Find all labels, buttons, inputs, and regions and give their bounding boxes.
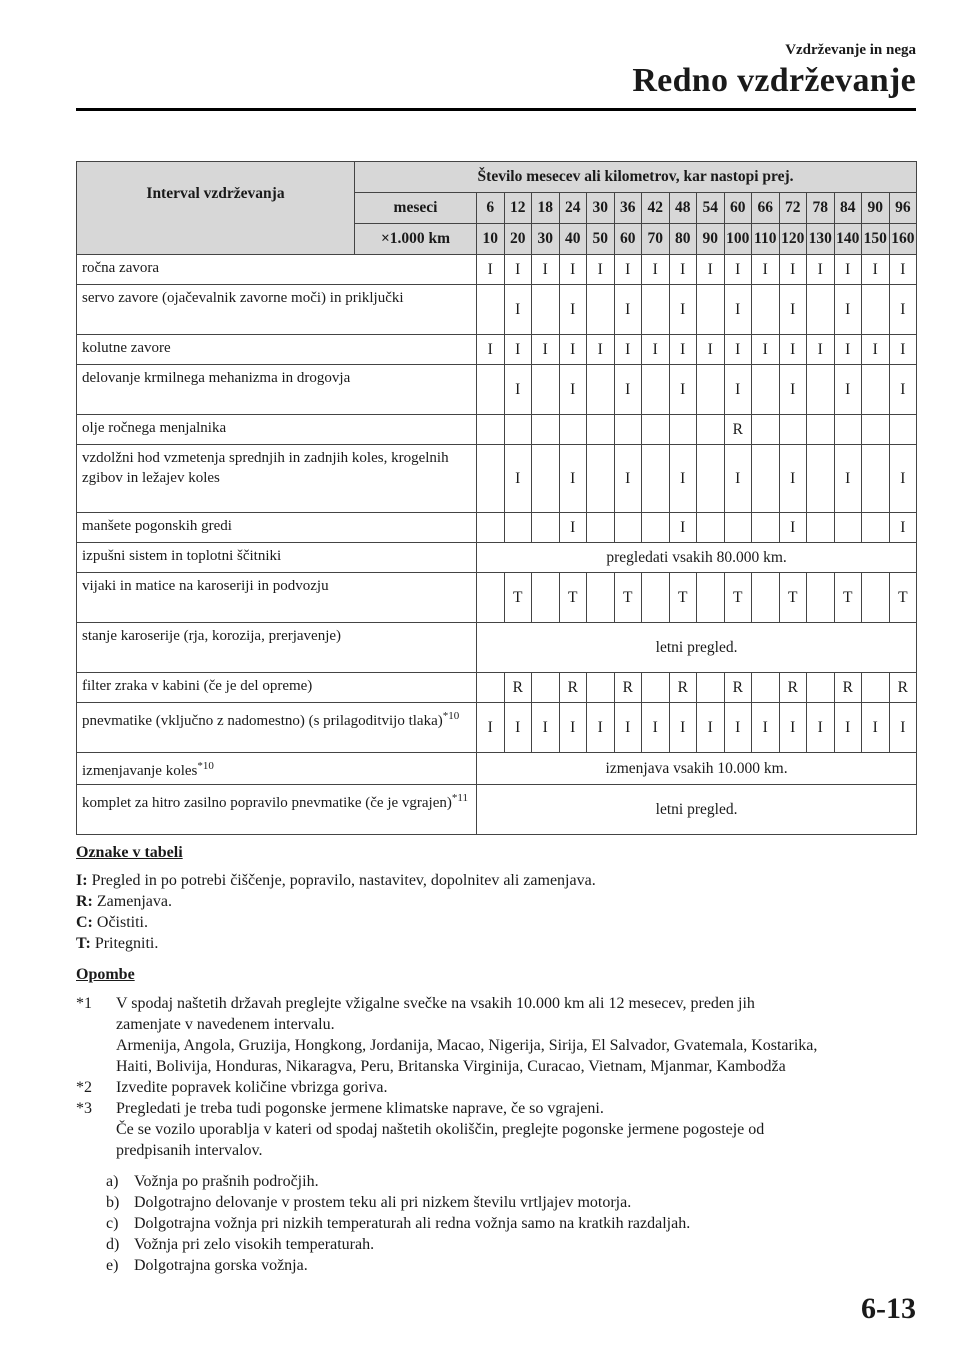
legend-text: Pritegniti. [90, 935, 159, 952]
interval-cell: I [752, 703, 780, 753]
note-1-continuation: zamenjate v navedenem intervalu. [116, 1016, 335, 1033]
footnote-ref: *10 [442, 710, 460, 722]
interval-cell [862, 365, 890, 415]
table-row [77, 415, 917, 445]
interval-cell [807, 415, 835, 445]
row-item-label: ročna zavora [82, 260, 160, 276]
interval-cell: I [614, 703, 642, 753]
interval-cell: I [779, 513, 807, 543]
interval-cell [587, 445, 615, 513]
interval-cell [642, 573, 670, 623]
interval-cell: T [834, 573, 862, 623]
interval-cell [587, 285, 615, 335]
interval-cell: I [669, 513, 697, 543]
interval-cell: I [889, 445, 917, 513]
interval-cell: I [477, 703, 505, 753]
table-row [77, 573, 917, 623]
table-row [77, 445, 917, 513]
row-item-cell [77, 365, 477, 415]
interval-cell: R [889, 673, 917, 703]
interval-cell [477, 285, 505, 335]
table-row [77, 623, 917, 673]
interval-cell: I [724, 703, 752, 753]
interval-cell: T [779, 573, 807, 623]
interval-cell [504, 415, 532, 445]
row-item-cell [77, 623, 477, 673]
km-header: 70 [642, 224, 670, 255]
month-header: 90 [862, 193, 890, 224]
interval-cell: I [834, 703, 862, 753]
legend-item [76, 891, 916, 912]
condition-letter: d) [106, 1236, 120, 1253]
interval-cell: I [559, 335, 587, 365]
interval-cell [862, 573, 890, 623]
km-header: 100 [724, 224, 752, 255]
interval-cell: I [532, 335, 560, 365]
km-header: 140 [834, 224, 862, 255]
header-rule [76, 108, 916, 111]
interval-cell: I [504, 703, 532, 753]
interval-cell: I [532, 703, 560, 753]
interval-cell: I [669, 255, 697, 285]
interval-cell: I [504, 255, 532, 285]
month-header: 48 [669, 193, 697, 224]
interval-cell: I [614, 335, 642, 365]
interval-cell: T [669, 573, 697, 623]
maintenance-table [76, 161, 917, 835]
interval-cell [532, 415, 560, 445]
interval-cell: I [559, 513, 587, 543]
interval-cell [807, 673, 835, 703]
row-item-label: delovanje krmilnega mehanizma in drogovja [82, 370, 351, 386]
month-header: 18 [532, 193, 560, 224]
km-header: 160 [889, 224, 917, 255]
footnote-ref: *10 [197, 760, 214, 772]
interval-cell [477, 573, 505, 623]
month-header: 24 [559, 193, 587, 224]
row-item-label: stanje karoserije (rja, korozija, prerjavenje) [82, 628, 342, 644]
note-1 [76, 993, 924, 1014]
condition-item [76, 1213, 924, 1234]
note-2-number: *2 [76, 1079, 92, 1096]
interval-cell: I [614, 255, 642, 285]
interval-cell [697, 573, 725, 623]
interval-cell [642, 673, 670, 703]
condition-item [76, 1255, 924, 1276]
interval-cell: I [504, 285, 532, 335]
interval-cell: R [559, 673, 587, 703]
month-header: 78 [807, 193, 835, 224]
months-label: meseci [355, 193, 477, 224]
interval-cell [862, 513, 890, 543]
interval-cell [697, 673, 725, 703]
legend-item [76, 912, 916, 933]
interval-cell [532, 513, 560, 543]
interval-cell [504, 513, 532, 543]
interval-cell: I [724, 335, 752, 365]
interval-cell: I [862, 255, 890, 285]
interval-cell [532, 285, 560, 335]
interval-cell [587, 365, 615, 415]
interval-cell [642, 285, 670, 335]
section-label: Vzdrževanje in nega [785, 42, 916, 58]
interval-cell: I [697, 255, 725, 285]
interval-cell: I [779, 285, 807, 335]
row-item-cell [77, 703, 477, 753]
interval-cell: T [614, 573, 642, 623]
interval-cell: T [889, 573, 917, 623]
month-header: 60 [724, 193, 752, 224]
note-3-number: *3 [76, 1100, 92, 1117]
interval-cell: I [477, 255, 505, 285]
interval-cell [752, 573, 780, 623]
note-1-text: V spodaj naštetih državah preglejte vžigalne svečke na vsakih 10.000 km ali 12 mesecev, preden jih [116, 995, 755, 1012]
legend-key: T: [76, 935, 91, 952]
interval-cell [559, 415, 587, 445]
notes-title: Opombe [76, 966, 135, 983]
condition-text: Dolgotrajna gorska vožnja. [134, 1257, 308, 1274]
condition-text: Vožnja po prašnih področjih. [134, 1173, 319, 1190]
interval-cell [752, 365, 780, 415]
interval-cell: I [724, 365, 752, 415]
interval-cell: I [724, 445, 752, 513]
interval-cell [532, 573, 560, 623]
interval-cell: I [834, 335, 862, 365]
month-header: 12 [504, 193, 532, 224]
row-item-label: pnevmatike (vključno z nadomestno) (s prilagoditvijo tlaka) [82, 713, 443, 729]
legend-section [76, 842, 916, 954]
interval-cell: I [642, 255, 670, 285]
row-item-label: filter zraka v kabini (če je del opreme) [82, 678, 313, 694]
row-item-label: servo zavore (ojačevalnik zavorne moči) in priključki [82, 290, 404, 306]
interval-cell: I [889, 703, 917, 753]
condition-item [76, 1192, 924, 1213]
table-row [77, 255, 917, 285]
interval-cell: I [587, 255, 615, 285]
table-body [77, 255, 917, 835]
footnote-ref: *11 [451, 792, 468, 804]
condition-letter: e) [106, 1257, 119, 1274]
note-1-countries-cont: Haiti, Bolivija, Honduras, Nikaragva, Peru, Britanska Virginija, Curacao, Vietnam, Mjanmar, Kambodža [116, 1058, 786, 1075]
interval-cell [752, 285, 780, 335]
interval-cell [587, 513, 615, 543]
km-header: 150 [862, 224, 890, 255]
legend-item [76, 870, 916, 891]
condition-letter: a) [106, 1173, 119, 1190]
interval-cell [477, 513, 505, 543]
interval-cell: I [614, 285, 642, 335]
interval-cell [779, 415, 807, 445]
interval-cell: R [614, 673, 642, 703]
note-3-continuation: Če se vozilo uporablja v kateri od spodaj naštetih okoliščin, preglejte pogonske jermene pogosteje od [116, 1121, 765, 1138]
interval-cell [532, 365, 560, 415]
interval-cell [752, 673, 780, 703]
legend-text: Zamenjava. [92, 893, 172, 910]
interval-cell: I [559, 285, 587, 335]
interval-cell [889, 415, 917, 445]
page-title: Redno vzdrževanje [632, 62, 916, 99]
interval-cell: I [614, 365, 642, 415]
interval-cell: I [807, 703, 835, 753]
interval-cell: T [724, 573, 752, 623]
interval-cell [477, 415, 505, 445]
interval-cell: I [669, 445, 697, 513]
notes-section [76, 964, 924, 1276]
legend-item [76, 933, 916, 954]
interval-cell: I [559, 365, 587, 415]
condition-letter: b) [106, 1194, 120, 1211]
period-header: Število mesecev ali kilometrov, kar nastopi prej. [355, 162, 917, 193]
interval-cell [477, 673, 505, 703]
month-header: 36 [614, 193, 642, 224]
interval-cell: I [724, 285, 752, 335]
interval-cell: R [724, 415, 752, 445]
interval-cell [669, 415, 697, 445]
interval-cell [807, 285, 835, 335]
interval-cell: I [834, 255, 862, 285]
km-header: 50 [587, 224, 615, 255]
interval-cell: I [779, 255, 807, 285]
condition-item [76, 1171, 924, 1192]
interval-cell: I [504, 335, 532, 365]
row-item-label: komplet za hitro zasilno popravilo pnevmatike (če je vgrajen) [82, 795, 452, 811]
interval-cell [862, 285, 890, 335]
interval-cell [697, 415, 725, 445]
table-row [77, 365, 917, 415]
interval-cell [697, 445, 725, 513]
interval-cell: I [587, 335, 615, 365]
legend-key: I: [76, 872, 88, 889]
note-3-text: Pregledati je treba tudi pogonske jermene klimatske naprave, če so vgrajeni. [116, 1100, 604, 1117]
legend-text: Očistiti. [92, 914, 148, 931]
row-item-label: vzdolžni hod vzmetenja sprednjih in zadnjih koles, krogelnih zgibov in ležajev koles [82, 450, 449, 486]
interval-cell [587, 415, 615, 445]
row-item-cell [77, 673, 477, 703]
interval-cell: I [669, 703, 697, 753]
table-row [77, 703, 917, 753]
interval-cell [862, 415, 890, 445]
km-header: 120 [779, 224, 807, 255]
interval-cell: I [669, 285, 697, 335]
note-3-continuation-2: predpisanih intervalov. [116, 1142, 263, 1159]
interval-cell: I [889, 513, 917, 543]
table-row [77, 285, 917, 335]
interval-cell [532, 673, 560, 703]
interval-cell [834, 415, 862, 445]
interval-cell: I [752, 335, 780, 365]
interval-cell [752, 445, 780, 513]
month-header: 30 [587, 193, 615, 224]
interval-cell [697, 513, 725, 543]
month-header: 96 [889, 193, 917, 224]
table-row [77, 513, 917, 543]
interval-cell [807, 365, 835, 415]
row-item-cell [77, 255, 477, 285]
interval-cell [807, 513, 835, 543]
row-item-label: izpušni sistem in toplotni ščitniki [82, 548, 282, 564]
note-2 [76, 1077, 924, 1098]
condition-letter: c) [106, 1215, 119, 1232]
interval-cell [807, 573, 835, 623]
km-label: ×1.000 km [355, 224, 477, 255]
table-row [77, 335, 917, 365]
interval-cell [587, 573, 615, 623]
interval-note: pregledati vsakih 80.000 km. [477, 543, 917, 573]
interval-cell: I [779, 365, 807, 415]
interval-cell [807, 445, 835, 513]
interval-cell: I [862, 703, 890, 753]
row-item-cell [77, 415, 477, 445]
legend-title: Oznake v tabeli [76, 844, 183, 861]
interval-cell: I [752, 255, 780, 285]
interval-cell: T [559, 573, 587, 623]
month-header: 54 [697, 193, 725, 224]
interval-cell [752, 513, 780, 543]
interval-cell: I [834, 445, 862, 513]
row-item-label: olje ročnega menjalnika [82, 420, 227, 436]
interval-cell: I [614, 445, 642, 513]
interval-cell: I [669, 365, 697, 415]
row-item-cell [77, 285, 477, 335]
interval-cell: I [587, 703, 615, 753]
interval-cell: I [697, 335, 725, 365]
interval-cell: I [559, 703, 587, 753]
km-header: 40 [559, 224, 587, 255]
interval-note: letni pregled. [477, 785, 917, 835]
interval-cell: I [504, 445, 532, 513]
interval-cell: I [834, 285, 862, 335]
km-header: 60 [614, 224, 642, 255]
km-header: 90 [697, 224, 725, 255]
table-row [77, 753, 917, 785]
interval-cell: I [504, 365, 532, 415]
interval-cell: I [642, 703, 670, 753]
km-header: 30 [532, 224, 560, 255]
interval-cell [862, 445, 890, 513]
interval-cell [614, 415, 642, 445]
row-item-cell [77, 573, 477, 623]
note-3 [76, 1098, 924, 1119]
interval-cell: I [889, 335, 917, 365]
interval-cell: R [669, 673, 697, 703]
note-2-text: Izvedite popravek količine vbrizga goriva. [116, 1079, 388, 1096]
interval-cell: I [642, 335, 670, 365]
table-row [77, 543, 917, 573]
row-item-label: kolutne zavore [82, 340, 171, 356]
interval-cell [587, 673, 615, 703]
interval-cell: I [724, 255, 752, 285]
interval-cell: I [559, 255, 587, 285]
interval-cell [642, 445, 670, 513]
note-1-number: *1 [76, 995, 92, 1012]
page-number: 6-13 [861, 1292, 916, 1325]
interval-cell [614, 513, 642, 543]
row-item-label: vijaki in matice na karoseriji in podvozju [82, 578, 329, 594]
interval-cell [724, 513, 752, 543]
interval-note: izmenjava vsakih 10.000 km. [477, 753, 917, 785]
interval-cell [862, 673, 890, 703]
interval-header: Interval vzdrževanja [77, 162, 355, 255]
interval-cell: I [779, 335, 807, 365]
interval-cell: I [889, 255, 917, 285]
interval-cell [642, 365, 670, 415]
interval-cell [477, 445, 505, 513]
row-item-cell [77, 753, 477, 785]
km-header: 10 [477, 224, 505, 255]
interval-cell: I [532, 255, 560, 285]
month-header: 84 [834, 193, 862, 224]
condition-text: Dolgotrajna vožnja pri nizkih temperaturah ali redna vožnja samo na kratkih razdaljah. [134, 1215, 691, 1232]
condition-item [76, 1234, 924, 1255]
km-header: 130 [807, 224, 835, 255]
interval-cell [752, 415, 780, 445]
month-header: 42 [642, 193, 670, 224]
interval-cell: I [889, 365, 917, 415]
row-item-cell [77, 785, 477, 835]
table-row [77, 785, 917, 835]
row-item-label: manšete pogonskih gredi [82, 518, 232, 534]
legend-key: R: [76, 893, 93, 910]
interval-cell: I [477, 335, 505, 365]
interval-cell: I [697, 703, 725, 753]
interval-cell: R [779, 673, 807, 703]
legend-text: Pregled in po potrebi čiščenje, popravilo, nastavitev, dopolnitev ali zamenjava. [87, 872, 596, 889]
interval-cell [697, 285, 725, 335]
month-header: 72 [779, 193, 807, 224]
interval-cell: R [834, 673, 862, 703]
km-header: 20 [504, 224, 532, 255]
interval-cell: I [559, 445, 587, 513]
legend-key: C: [76, 914, 93, 931]
interval-cell: I [807, 255, 835, 285]
interval-cell: I [889, 285, 917, 335]
legend-list [76, 870, 916, 954]
interval-cell: T [504, 573, 532, 623]
note-1-countries: Armenija, Angola, Gruzija, Hongkong, Jordanija, Macao, Nigerija, Sirija, El Salvador, Gvatemala, Kostarika, [116, 1037, 818, 1054]
km-header: 110 [752, 224, 780, 255]
row-item-cell [77, 543, 477, 573]
condition-list [76, 1171, 924, 1276]
interval-cell [477, 365, 505, 415]
interval-cell [697, 365, 725, 415]
km-header: 80 [669, 224, 697, 255]
interval-cell: I [779, 703, 807, 753]
row-item-label: izmenjavanje koles [82, 763, 198, 779]
row-item-cell [77, 513, 477, 543]
interval-cell [532, 445, 560, 513]
interval-cell [642, 513, 670, 543]
interval-cell: R [724, 673, 752, 703]
row-item-cell [77, 335, 477, 365]
condition-text: Vožnja pri zelo visokih temperaturah. [134, 1236, 375, 1253]
interval-cell: I [862, 335, 890, 365]
condition-text: Dolgotrajno delovanje v prostem teku ali pri nizkem številu vrtljajev motorja. [134, 1194, 632, 1211]
month-header: 6 [477, 193, 505, 224]
interval-cell: I [807, 335, 835, 365]
interval-cell: R [504, 673, 532, 703]
month-header: 66 [752, 193, 780, 224]
interval-cell: I [669, 335, 697, 365]
interval-cell: I [779, 445, 807, 513]
interval-cell: I [834, 365, 862, 415]
table-row [77, 673, 917, 703]
interval-cell [642, 415, 670, 445]
row-item-cell [77, 445, 477, 513]
interval-cell [834, 513, 862, 543]
interval-note: letni pregled. [477, 623, 917, 673]
